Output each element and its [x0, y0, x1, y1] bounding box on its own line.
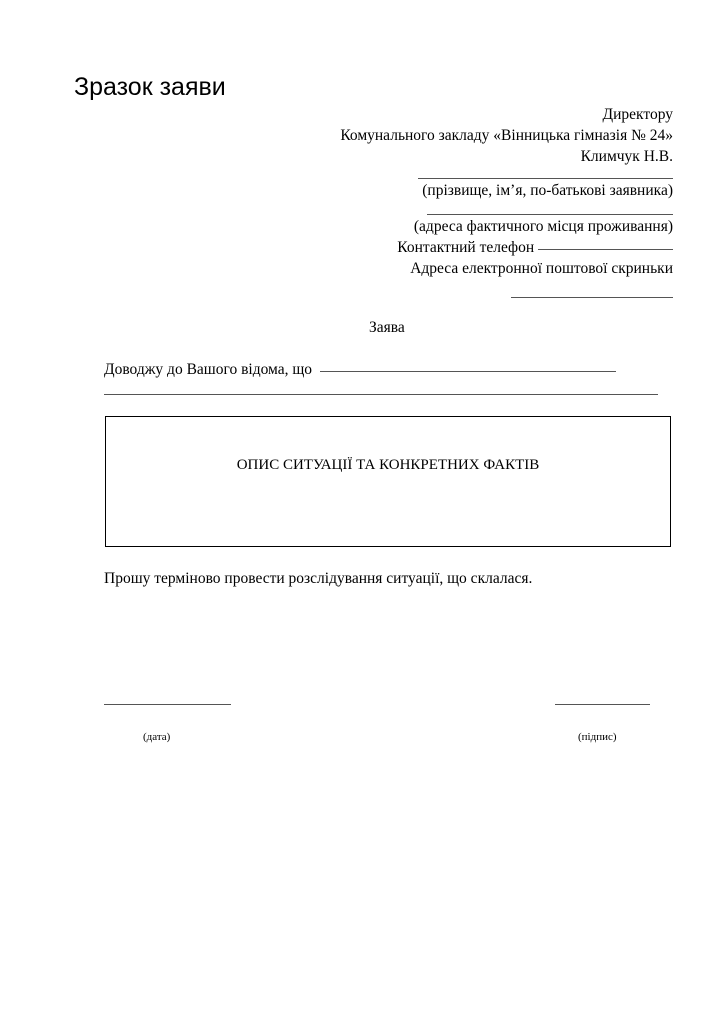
- intro-text: Доводжу до Вашого відома, що: [104, 361, 313, 378]
- signature-line: [555, 704, 650, 705]
- address-line: [427, 214, 673, 215]
- statement-heading: Заява: [369, 319, 405, 336]
- applicant-name-line: [418, 178, 673, 179]
- situation-description-placeholder: ОПИС СИТУАЦІЇ ТА КОНКРЕТНИХ ФАКТІВ: [236, 457, 540, 473]
- applicant-name-caption: (прізвище, ім’я, по-батькові заявника): [422, 182, 673, 199]
- situation-description-box: [105, 416, 671, 547]
- addressee-position: Директору: [602, 106, 673, 123]
- signature-caption: (підпис): [578, 731, 617, 743]
- email-line: [511, 297, 673, 298]
- request-text: Прошу терміново провести розслідування ситуації, що склалася.: [104, 570, 533, 587]
- addressee-name: Климчук Н.В.: [580, 148, 673, 165]
- phone-row: [340, 237, 673, 258]
- date-line: [104, 704, 231, 705]
- intro-row: [104, 360, 616, 380]
- email-label: Адреса електронної поштової скриньки: [410, 260, 673, 277]
- address-caption: (адреса фактичного місця проживання): [413, 218, 673, 235]
- date-caption: (дата): [143, 731, 171, 743]
- continuation-line: [104, 394, 658, 395]
- addressee-block: [340, 104, 673, 298]
- document-title: Зразок заяви: [74, 73, 226, 101]
- addressee-institution: Комунального закладу «Вінницька гімназія № 24»: [340, 127, 673, 144]
- intro-line: [320, 371, 616, 372]
- phone-line: [538, 249, 673, 250]
- phone-label: Контактний телефон: [397, 239, 535, 256]
